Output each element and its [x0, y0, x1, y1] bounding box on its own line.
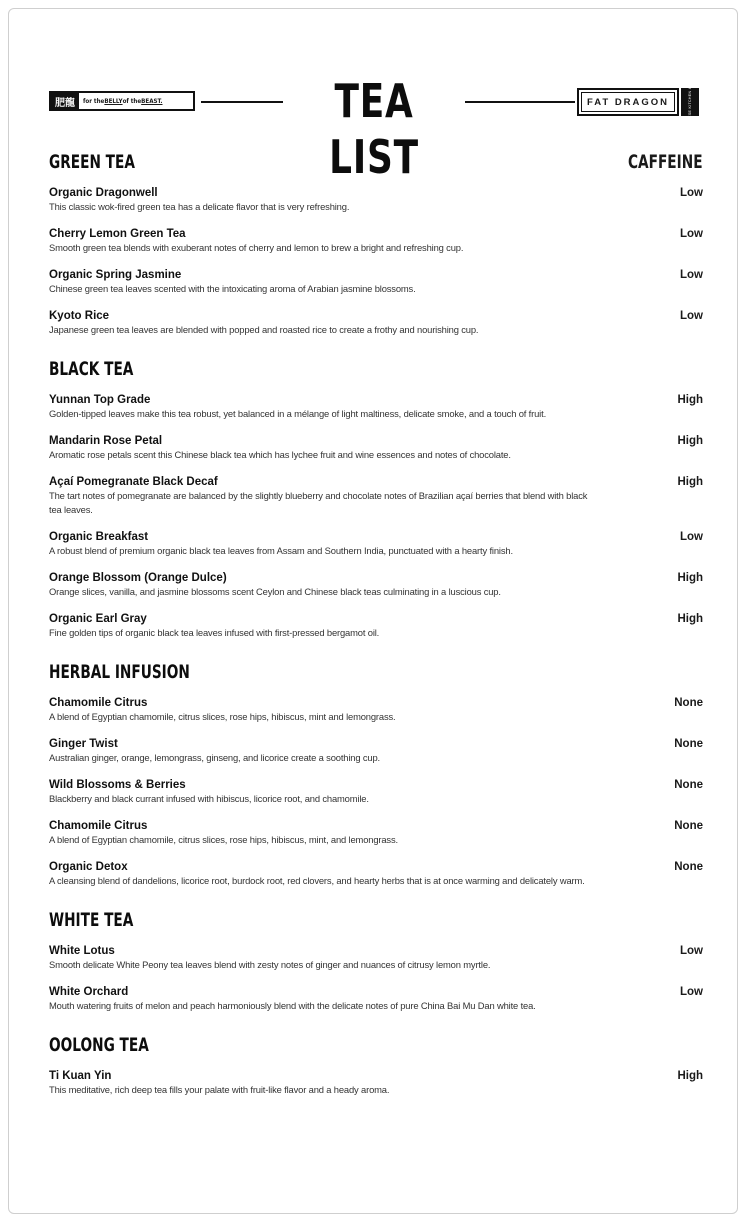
tea-name: Cherry Lemon Green Tea — [49, 228, 186, 240]
tea-name: Orange Blossom (Orange Dulce) — [49, 572, 227, 584]
tea-item — [49, 434, 703, 462]
tea-item — [49, 860, 703, 888]
section-title: HERBAL INFUSION — [49, 661, 190, 683]
tea-description: This meditative, rich deep tea fills your palate with fruit-like flavor and a heady aroma. — [49, 1084, 390, 1095]
tea-description: A blend of Egyptian chamomile, citrus slices, rose hips, hibiscus, mint, and lemongrass. — [49, 834, 398, 845]
tea-description: Orange slices, vanilla, and jasmine blossoms scent Ceylon and Chinese black teas culminating in a luscious cup. — [49, 586, 501, 597]
menu-page — [8, 8, 738, 1214]
caffeine-level: Low — [680, 228, 703, 240]
caffeine-level: High — [677, 613, 703, 625]
caffeine-level: High — [677, 394, 703, 406]
tea-item — [49, 530, 703, 558]
tea-description: Fine golden tips of organic black tea leaves infused with first-pressed bergamot oil. — [49, 627, 380, 638]
tagline-beast: BEAST. — [141, 97, 163, 105]
tea-name: Organic Spring Jasmine — [49, 269, 182, 281]
tea-item — [49, 737, 703, 765]
tea-name: Organic Breakfast — [49, 531, 149, 543]
tea-description: This classic wok-fired green tea has a delicate flavor that is very refreshing. — [49, 201, 350, 212]
caffeine-level: Low — [680, 310, 703, 322]
brand-logo-left — [49, 91, 195, 111]
section-title: BLACK TEA — [49, 358, 134, 380]
section-header — [49, 151, 703, 173]
caffeine-level: None — [674, 738, 703, 750]
tea-item — [49, 475, 703, 517]
logo-cjk-text: 肥龍 — [51, 93, 79, 109]
caffeine-level: None — [674, 820, 703, 832]
logo-tagline — [79, 93, 167, 109]
caffeine-level: Low — [680, 269, 703, 281]
caffeine-level: Low — [680, 986, 703, 998]
caffeine-level: None — [674, 697, 703, 709]
tea-description: Chinese green tea leaves scented with the intoxicating aroma of Arabian jasmine blossoms. — [49, 283, 416, 294]
caffeine-level: High — [677, 572, 703, 584]
caffeine-level: High — [677, 435, 703, 447]
tea-name: Chamomile Citrus — [49, 820, 148, 832]
logo-stamp — [681, 76, 699, 128]
tea-item — [49, 227, 703, 255]
tea-name: Chamomile Citrus — [49, 697, 148, 709]
logo-stamp-text: CHINESE KITCHEN & BAR — [688, 76, 692, 128]
tea-item — [49, 1069, 703, 1097]
tea-item — [49, 309, 703, 337]
section-header — [49, 909, 699, 931]
tea-name: Organic Detox — [49, 861, 128, 873]
tagline-part: for the — [83, 97, 105, 105]
logo-name-box — [577, 88, 679, 116]
tea-description: Australian ginger, orange, lemongrass, ginseng, and licorice create a soothing cup. — [49, 752, 380, 763]
caffeine-column-header: CAFFEINE — [628, 151, 703, 173]
tea-description: Japanese green tea leaves are blended with popped and roasted rice to create a frothy and nourishing cup. — [49, 324, 479, 335]
tea-description: The tart notes of pomegranate are balanced by the slightly blueberry and chocolate notes of Brazilian açaí berries that blend with black tea leaves. — [49, 490, 588, 515]
tea-item — [49, 696, 703, 724]
tagline-belly: BELLY — [104, 97, 123, 105]
tea-item — [49, 186, 703, 214]
caffeine-level: Low — [680, 531, 703, 543]
tea-item — [49, 393, 703, 421]
menu-content — [49, 151, 703, 1118]
logo-name: FAT DRAGON — [586, 96, 670, 108]
tagline-part: of the — [122, 97, 142, 105]
section-header — [49, 358, 699, 380]
tea-description: A cleansing blend of dandelions, licorice root, burdock root, red clovers, and hearty herbs that is at once warming and delicately warm. — [49, 875, 585, 886]
caffeine-level: Low — [680, 945, 703, 957]
caffeine-level: High — [677, 476, 703, 488]
caffeine-level: None — [674, 861, 703, 873]
tea-item — [49, 819, 703, 847]
tea-name: Wild Blossoms & Berries — [49, 779, 186, 791]
menu-section — [49, 1034, 703, 1097]
tea-description: A robust blend of premium organic black tea leaves from Assam and Southern India, punctuated with a hearty finish. — [49, 545, 513, 556]
tea-name: Organic Earl Gray — [49, 613, 147, 625]
tea-name: Mandarin Rose Petal — [49, 435, 163, 447]
tea-item — [49, 612, 703, 640]
tea-name: Ti Kuan Yin — [49, 1070, 112, 1082]
tea-description: Golden-tipped leaves make this tea robust, yet balanced in a mélange of light maltiness, delicate smoke, and a touch of fruit. — [49, 408, 547, 419]
tea-description: Mouth watering fruits of melon and peach harmoniously blend with the delicate notes of pure China Bai Mu Dan white tea. — [49, 1000, 536, 1011]
tea-description: Smooth green tea blends with exuberant notes of cherry and lemon to brew a bright and refreshing cup. — [49, 242, 464, 253]
caffeine-level: High — [677, 1070, 703, 1082]
menu-section — [49, 151, 703, 337]
tea-name: Açaí Pomegranate Black Decaf — [49, 476, 218, 488]
tea-item — [49, 571, 703, 599]
tea-item — [49, 985, 703, 1013]
tea-description: A blend of Egyptian chamomile, citrus slices, rose hips, hibiscus, mint and lemongrass. — [49, 711, 396, 722]
tea-name: Ginger Twist — [49, 738, 118, 750]
caffeine-level: None — [674, 779, 703, 791]
tea-name: White Lotus — [49, 945, 115, 957]
section-title: GREEN TEA — [49, 151, 135, 173]
header-rule-right — [465, 101, 575, 103]
tea-name: White Orchard — [49, 986, 129, 998]
tea-name: Yunnan Top Grade — [49, 394, 151, 406]
page-title: TEA LIST — [329, 74, 419, 184]
header-rule-left — [201, 101, 283, 103]
section-title: OOLONG TEA — [49, 1034, 149, 1056]
section-header — [49, 661, 699, 683]
tea-name: Kyoto Rice — [49, 310, 110, 322]
menu-section — [49, 358, 703, 640]
section-header — [49, 1034, 699, 1056]
brand-logo-right — [577, 76, 699, 128]
menu-section — [49, 909, 703, 1013]
tea-item — [49, 268, 703, 296]
tea-description: Aromatic rose petals scent this Chinese black tea which has lychee fruit and wine essences and notes of chocolate. — [49, 449, 511, 460]
tea-description: Smooth delicate White Peony tea leaves blend with zesty notes of ginger and nuances of citrusy lemon myrtle. — [49, 959, 491, 970]
tea-item — [49, 944, 703, 972]
tea-name: Organic Dragonwell — [49, 187, 158, 199]
tea-item — [49, 778, 703, 806]
tea-description: Blackberry and black currant infused with hibiscus, licorice root, and chamomile. — [49, 793, 369, 804]
menu-section — [49, 661, 703, 888]
section-title: WHITE TEA — [49, 909, 134, 931]
caffeine-level: Low — [680, 187, 703, 199]
